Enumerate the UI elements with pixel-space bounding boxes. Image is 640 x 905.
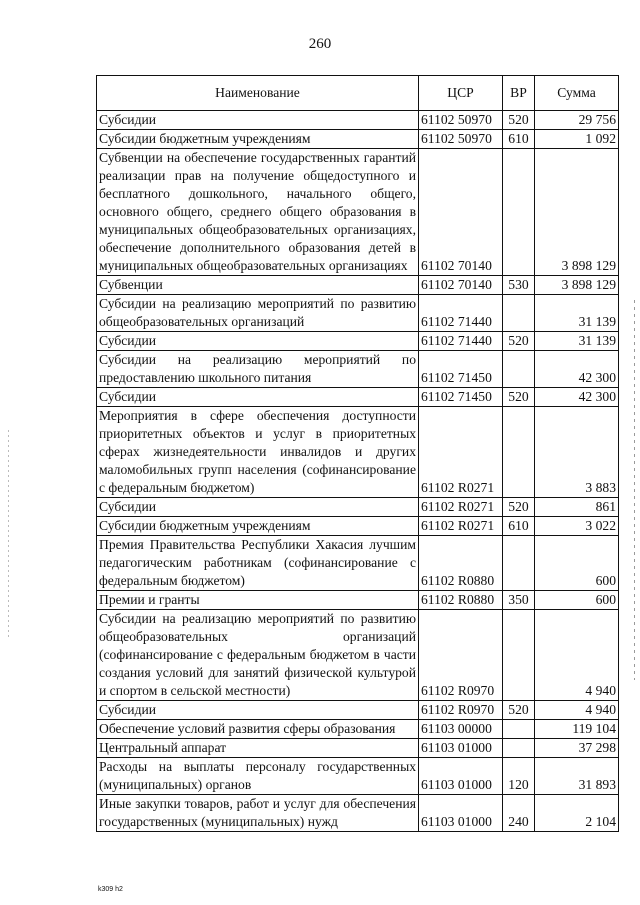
row-csr: 61103 01000 [419, 739, 503, 758]
table-row [97, 111, 619, 130]
row-vr: 120 [503, 758, 535, 795]
row-csr: 61102 71450 [419, 351, 503, 388]
row-vr: 350 [503, 591, 535, 610]
row-vr: 530 [503, 276, 535, 295]
row-sum: 2 104 [535, 795, 619, 832]
header-sum: Сумма [535, 76, 619, 111]
row-vr: 240 [503, 795, 535, 832]
row-csr: 61102 R0880 [419, 536, 503, 591]
row-csr: 61103 01000 [419, 758, 503, 795]
row-name: Расходы на выплаты персоналу государственных (муниципальных) органов [97, 758, 419, 795]
row-name: Субсидии [97, 388, 419, 407]
row-sum: 31 139 [535, 295, 619, 332]
row-sum: 42 300 [535, 388, 619, 407]
table-row [97, 720, 619, 739]
row-name: Мероприятия в сфере обеспечения доступности приоритетных объектов и услуг в приоритетных сферах жизнедеятельности инвалидов и других маломобильных групп населения (софинансирование с федеральным бюджетом) [97, 407, 419, 498]
table-row [97, 795, 619, 832]
table-row [97, 591, 619, 610]
row-name: Субвенции на обеспечение государственных гарантий реализации прав на получение общедоступного и бесплатного дошкольного, начального общего, основного общего, среднего общего образования в муниципальных общеобразовательных организациях, обеспечение дополнительного образования детей в муниципальных общеобразовательных организациях [97, 149, 419, 276]
table-row [97, 388, 619, 407]
row-name: Субсидии [97, 498, 419, 517]
row-vr: 520 [503, 498, 535, 517]
row-csr: 61102 70140 [419, 149, 503, 276]
row-csr: 61102 70140 [419, 276, 503, 295]
row-sum: 29 756 [535, 111, 619, 130]
row-name: Субсидии бюджетным учреждениям [97, 517, 419, 536]
row-vr: 520 [503, 388, 535, 407]
row-csr: 61102 R0271 [419, 517, 503, 536]
row-csr: 61102 R0271 [419, 498, 503, 517]
row-vr [503, 149, 535, 276]
table-row [97, 351, 619, 388]
row-sum: 4 940 [535, 701, 619, 720]
row-csr: 61102 50970 [419, 111, 503, 130]
footer-code: k309 h2 [98, 886, 123, 893]
row-sum: 1 092 [535, 130, 619, 149]
table-row [97, 758, 619, 795]
table-row [97, 536, 619, 591]
table-row [97, 130, 619, 149]
row-csr: 61102 50970 [419, 130, 503, 149]
row-sum: 3 898 129 [535, 149, 619, 276]
row-vr [503, 351, 535, 388]
row-name: Иные закупки товаров, работ и услуг для обеспечения государственных (муниципальных) нужд [97, 795, 419, 832]
row-csr: 61102 71440 [419, 332, 503, 351]
row-vr: 520 [503, 701, 535, 720]
row-csr: 61102 R0880 [419, 591, 503, 610]
row-csr: 61103 01000 [419, 795, 503, 832]
table-body [97, 111, 619, 832]
row-name: Субсидии бюджетным учреждениям [97, 130, 419, 149]
row-sum: 4 940 [535, 610, 619, 701]
header-csr: ЦСР [419, 76, 503, 111]
row-csr: 61102 R0271 [419, 407, 503, 498]
table-row [97, 149, 619, 276]
row-sum: 31 139 [535, 332, 619, 351]
row-name: Субсидии [97, 332, 419, 351]
row-vr: 610 [503, 130, 535, 149]
row-csr: 61102 71450 [419, 388, 503, 407]
row-vr [503, 536, 535, 591]
table-row [97, 610, 619, 701]
row-name: Центральный аппарат [97, 739, 419, 758]
row-name: Субсидии на реализацию мероприятий по развитию общеобразовательных организаций (софинансирование с федеральным бюджетом в части создания условий для занятий физической культурой и спортом в сельской местности) [97, 610, 419, 701]
table-row [97, 739, 619, 758]
row-vr: 610 [503, 517, 535, 536]
row-name: Премии и гранты [97, 591, 419, 610]
header-name: Наименование [97, 76, 419, 111]
row-sum: 3 898 129 [535, 276, 619, 295]
table-row [97, 295, 619, 332]
row-sum: 42 300 [535, 351, 619, 388]
row-sum: 600 [535, 591, 619, 610]
scan-margin-mark [8, 430, 9, 640]
row-name: Субсидии [97, 111, 419, 130]
row-csr: 61102 R0970 [419, 610, 503, 701]
row-name: Премия Правительства Республики Хакасия лучшим педагогическим работникам (софинансирование с федеральным бюджетом) [97, 536, 419, 591]
table-row [97, 701, 619, 720]
table-row [97, 498, 619, 517]
row-vr [503, 407, 535, 498]
budget-table [96, 75, 619, 832]
row-sum: 31 893 [535, 758, 619, 795]
row-vr: 520 [503, 111, 535, 130]
table-row [97, 332, 619, 351]
table-header [97, 76, 619, 111]
row-sum: 37 298 [535, 739, 619, 758]
row-csr: 61102 71440 [419, 295, 503, 332]
table-row [97, 407, 619, 498]
row-vr [503, 720, 535, 739]
header-row [97, 76, 619, 111]
row-vr [503, 739, 535, 758]
row-csr: 61102 R0970 [419, 701, 503, 720]
row-name: Субсидии на реализацию мероприятий по предоставлению школьного питания [97, 351, 419, 388]
row-vr [503, 295, 535, 332]
row-name: Обеспечение условий развития сферы образования [97, 720, 419, 739]
row-name: Субсидии [97, 701, 419, 720]
row-csr: 61103 00000 [419, 720, 503, 739]
row-sum: 3 022 [535, 517, 619, 536]
row-vr: 520 [503, 332, 535, 351]
row-name: Субвенции [97, 276, 419, 295]
row-sum: 119 104 [535, 720, 619, 739]
scan-edge-mark [634, 300, 635, 680]
header-vr: ВР [503, 76, 535, 111]
table-row [97, 276, 619, 295]
row-sum: 861 [535, 498, 619, 517]
row-name: Субсидии на реализацию мероприятий по развитию общеобразовательных организаций [97, 295, 419, 332]
row-sum: 600 [535, 536, 619, 591]
row-vr [503, 610, 535, 701]
page-number: 260 [308, 36, 332, 52]
table-row [97, 517, 619, 536]
row-sum: 3 883 [535, 407, 619, 498]
